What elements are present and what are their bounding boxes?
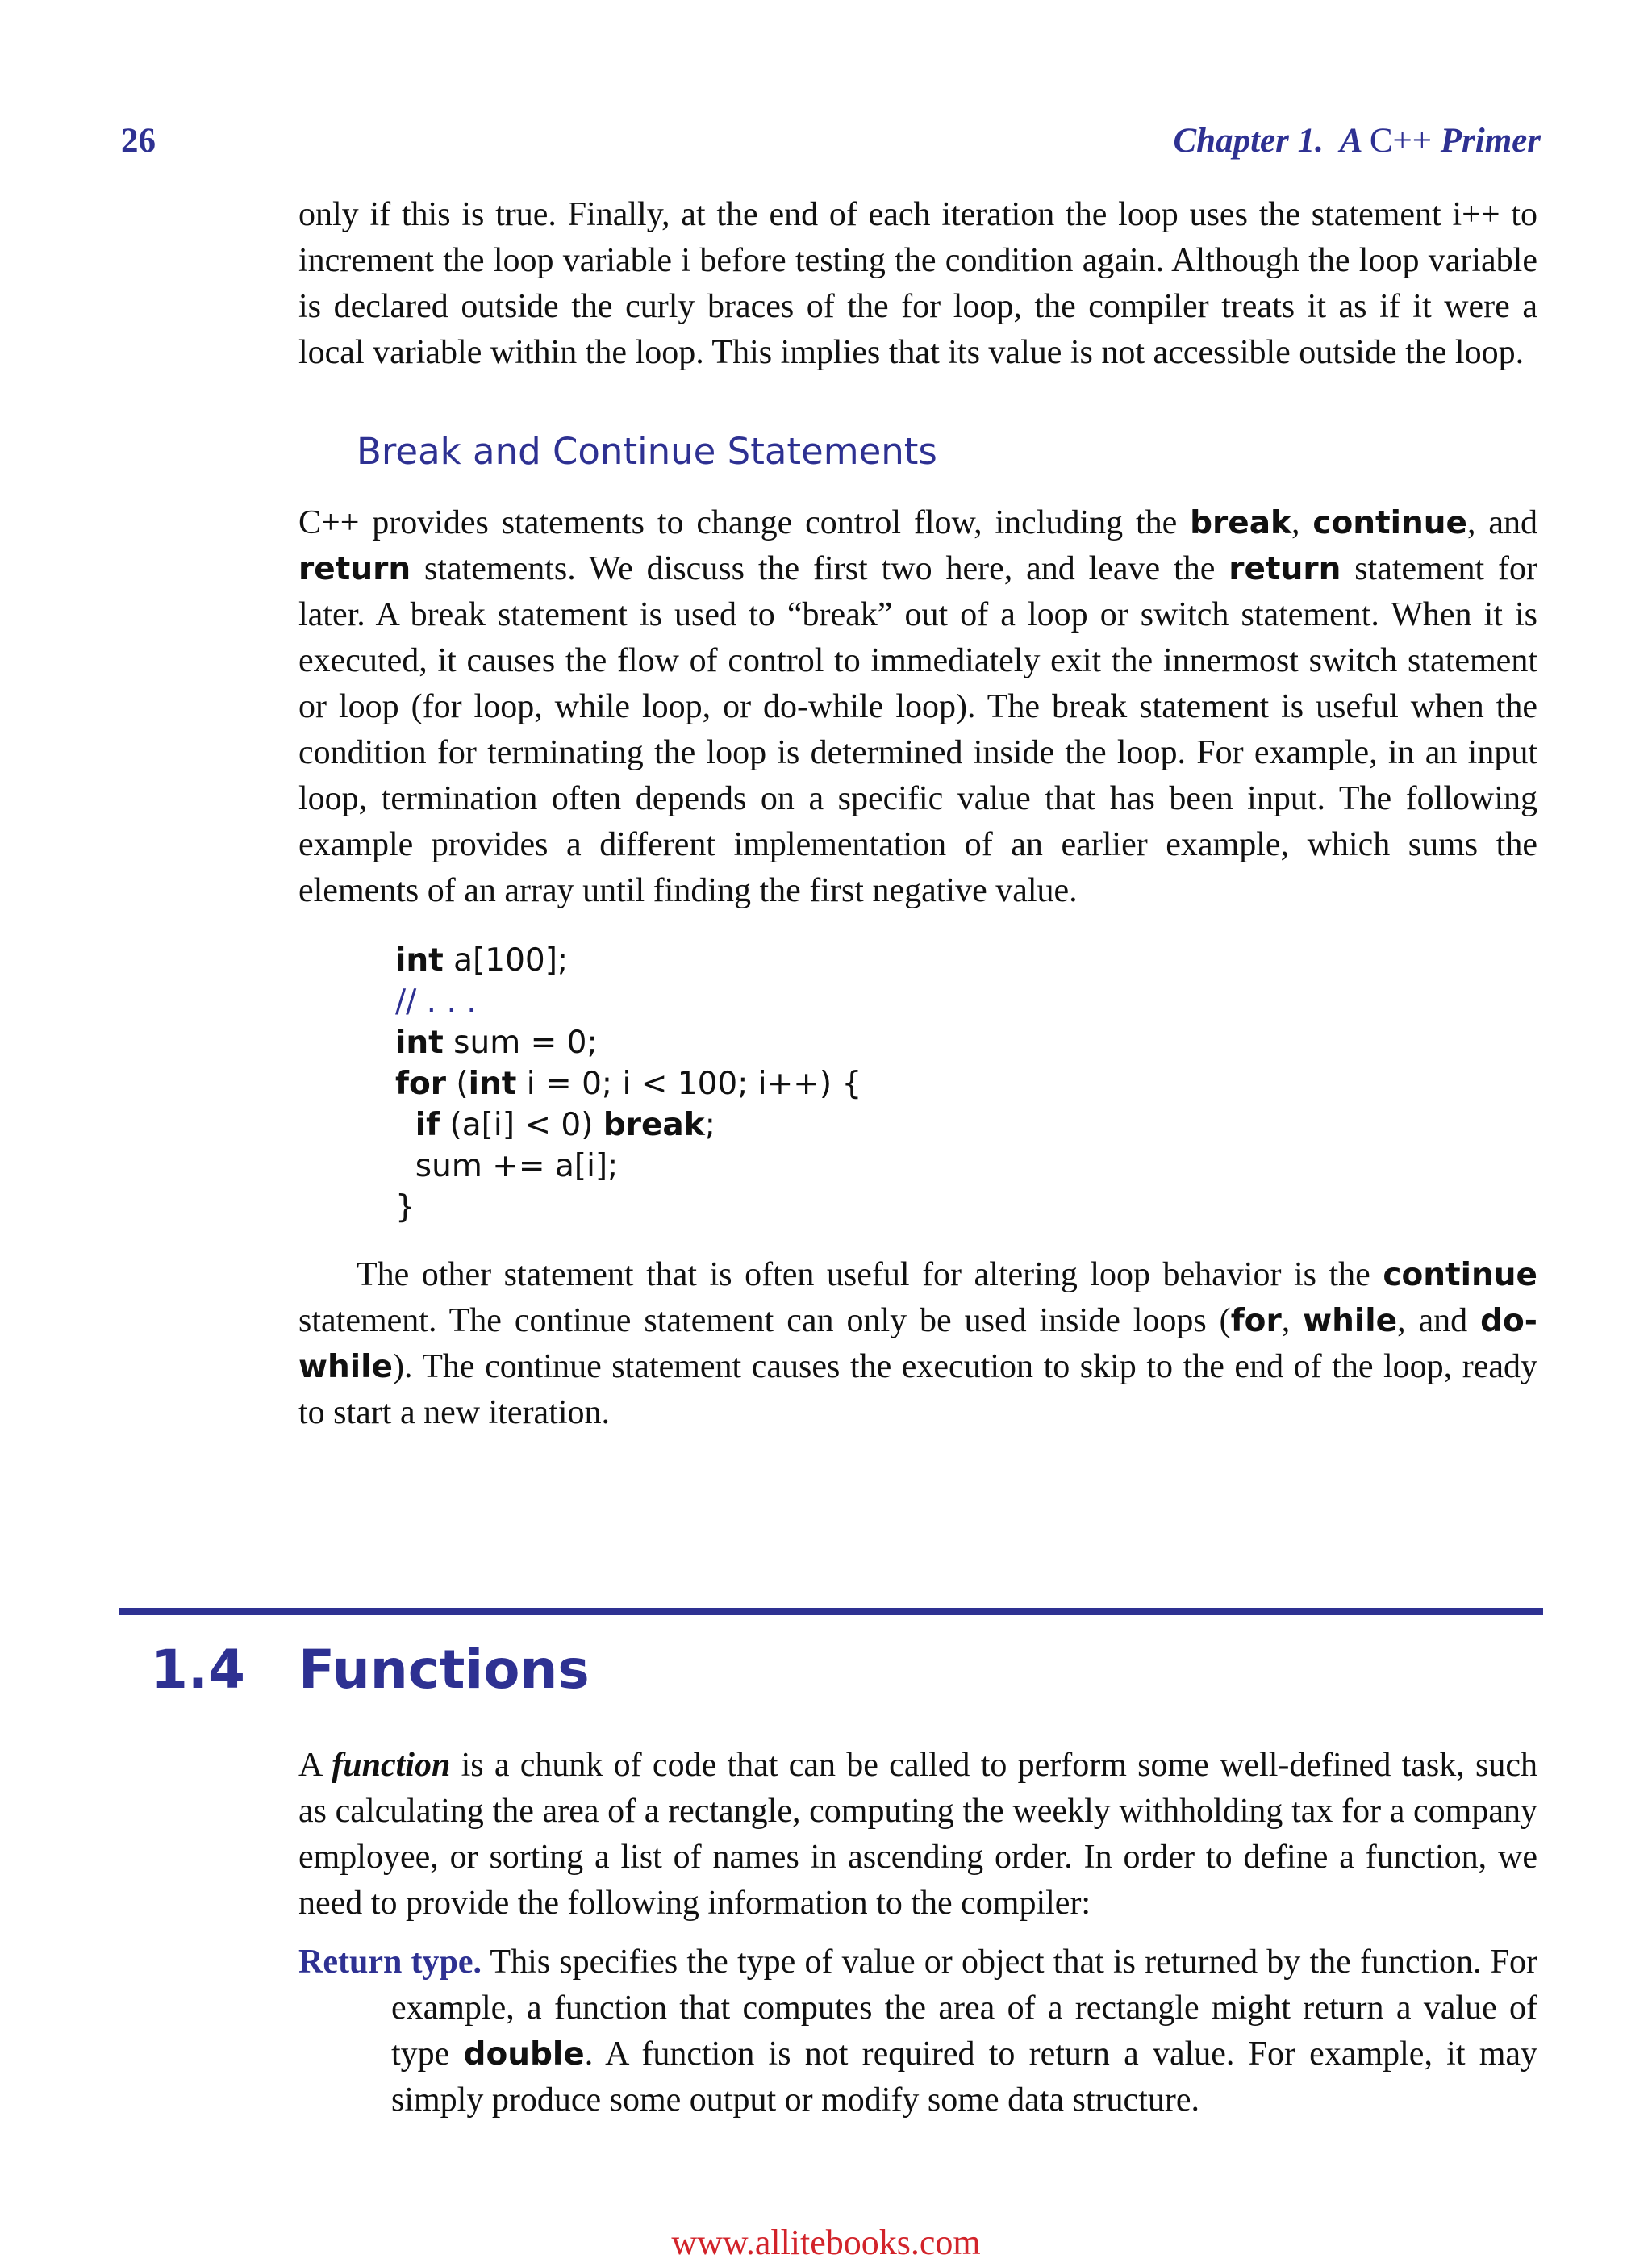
section-title: Functions	[298, 1639, 590, 1701]
text-run: , and	[1397, 1302, 1481, 1339]
text-run: , and	[1467, 504, 1537, 541]
paragraph-continue-statement	[298, 1252, 1537, 1436]
keyword-return: return	[298, 551, 411, 587]
code-line	[395, 1022, 1537, 1063]
code-text: i = 0; i < 100; i++) {	[516, 1066, 862, 1102]
keyword-continue: continue	[1383, 1257, 1537, 1293]
section-number: 1.4	[151, 1639, 245, 1701]
footer-url: www.allitebooks.com	[671, 2223, 981, 2262]
code-line	[395, 1063, 1537, 1104]
code-listing	[395, 940, 1537, 1228]
keyword-break: break	[1190, 505, 1291, 541]
code-line	[395, 940, 1537, 981]
code-text: a[100];	[443, 942, 569, 979]
code-keyword: int	[395, 1025, 444, 1061]
code-keyword: for	[395, 1066, 446, 1102]
section-divider	[119, 1608, 1543, 1615]
code-line: sum += a[i];	[395, 1148, 619, 1184]
text-run: ,	[1281, 1302, 1304, 1339]
text-run: C++ provides statements to change control flow, including the	[298, 504, 1191, 541]
page-number: 26	[121, 122, 156, 160]
text-run: This specifies the type of value or object that is returned by the function. For example, a function that computes the area of a rectangle might return a value of type	[391, 1944, 1537, 2073]
code-text: sum = 0;	[443, 1025, 598, 1061]
code-comment: // . . .	[395, 983, 477, 1020]
keyword-return: return	[1229, 551, 1341, 587]
subsection-title: Break and Continue Statements	[357, 430, 937, 473]
code-text: (	[446, 1066, 469, 1102]
chapter-running-title	[1174, 121, 1541, 161]
main-text-block	[298, 192, 1537, 1436]
keyword-while: while	[1303, 1303, 1398, 1339]
paragraph-break-statement	[298, 500, 1537, 914]
keyword-double: double	[463, 2036, 585, 2073]
code-keyword: int	[395, 942, 444, 979]
keyword-continue: continue	[1312, 505, 1468, 541]
running-header	[121, 121, 1541, 169]
code-line	[395, 1104, 1537, 1146]
text-run: The other statement that is often useful for altering loop behavior is the	[357, 1256, 1383, 1293]
code-keyword: if	[415, 1107, 440, 1143]
text-run: statement. The continue statement can only be used inside loops (	[298, 1302, 1231, 1339]
section-heading	[151, 1638, 590, 1702]
chapter-label: Chapter 1.	[1173, 122, 1324, 160]
code-keyword: int	[468, 1066, 517, 1102]
text-run: A	[298, 1747, 332, 1784]
chapter-title-prefix: A	[1339, 122, 1362, 160]
functions-text-block	[298, 1743, 1537, 2123]
text-run: ). The continue statement causes the execution to skip to the end of the loop, ready to start a new iteration.	[298, 1348, 1537, 1431]
paragraph-for-loop-end: only if this is true. Finally, at the end of each iteration the loop uses the statement i++ to increment the loop variable i before testing the condition again. Although the loop variable is declared outside the curly braces of the for loop, the compiler treats it as if it were a local variable within the loop. This implies that its value is not accessible outside the loop.	[298, 196, 1537, 371]
chapter-title-cpp: C++	[1369, 122, 1433, 160]
chapter-title-suffix: Primer	[1440, 122, 1541, 160]
description-item-return-type	[298, 1939, 1537, 2123]
code-line: }	[395, 1189, 415, 1225]
text-run: ,	[1291, 504, 1313, 541]
paragraph-function-definition	[298, 1743, 1537, 1927]
text-run: . A function is not required to return a value. For example, it may simply produce some output or modify some data structure.	[391, 2035, 1538, 2119]
description-term: Return type.	[298, 1944, 482, 1981]
defined-term: function	[332, 1747, 451, 1784]
code-text: ;	[704, 1107, 715, 1143]
text-run: statements. We discuss the first two here, and leave the	[411, 550, 1229, 587]
keyword-for: for	[1230, 1303, 1282, 1339]
code-keyword: break	[603, 1107, 705, 1143]
code-indent	[395, 1107, 415, 1143]
text-run: statement for later. A break statement is used to “break” out of a loop or switch statement. When it is executed, it causes the flow of control to immediately exit the innermost switch statement or loop (for loop, while loop, or do-while loop). The break statement is useful when the condition for terminating the loop is determined inside the loop. For example, in an input loop, termination often depends on a specific value that has been input. The following example provides a different implementation of an earlier example, which sums the elements of an array until finding the first negative value.	[298, 550, 1538, 909]
text-run: is a chunk of code that can be called to perform some well-defined task, such as calculating the area of a rectangle, computing the weekly withholding tax for a company employee, or sorting a list of names in ascending order. In order to define a function, we need to provide the following information to the compiler:	[298, 1747, 1537, 1922]
code-text: (a[i] < 0)	[440, 1107, 603, 1143]
keyword-do-while: do-while	[298, 1303, 1537, 1385]
